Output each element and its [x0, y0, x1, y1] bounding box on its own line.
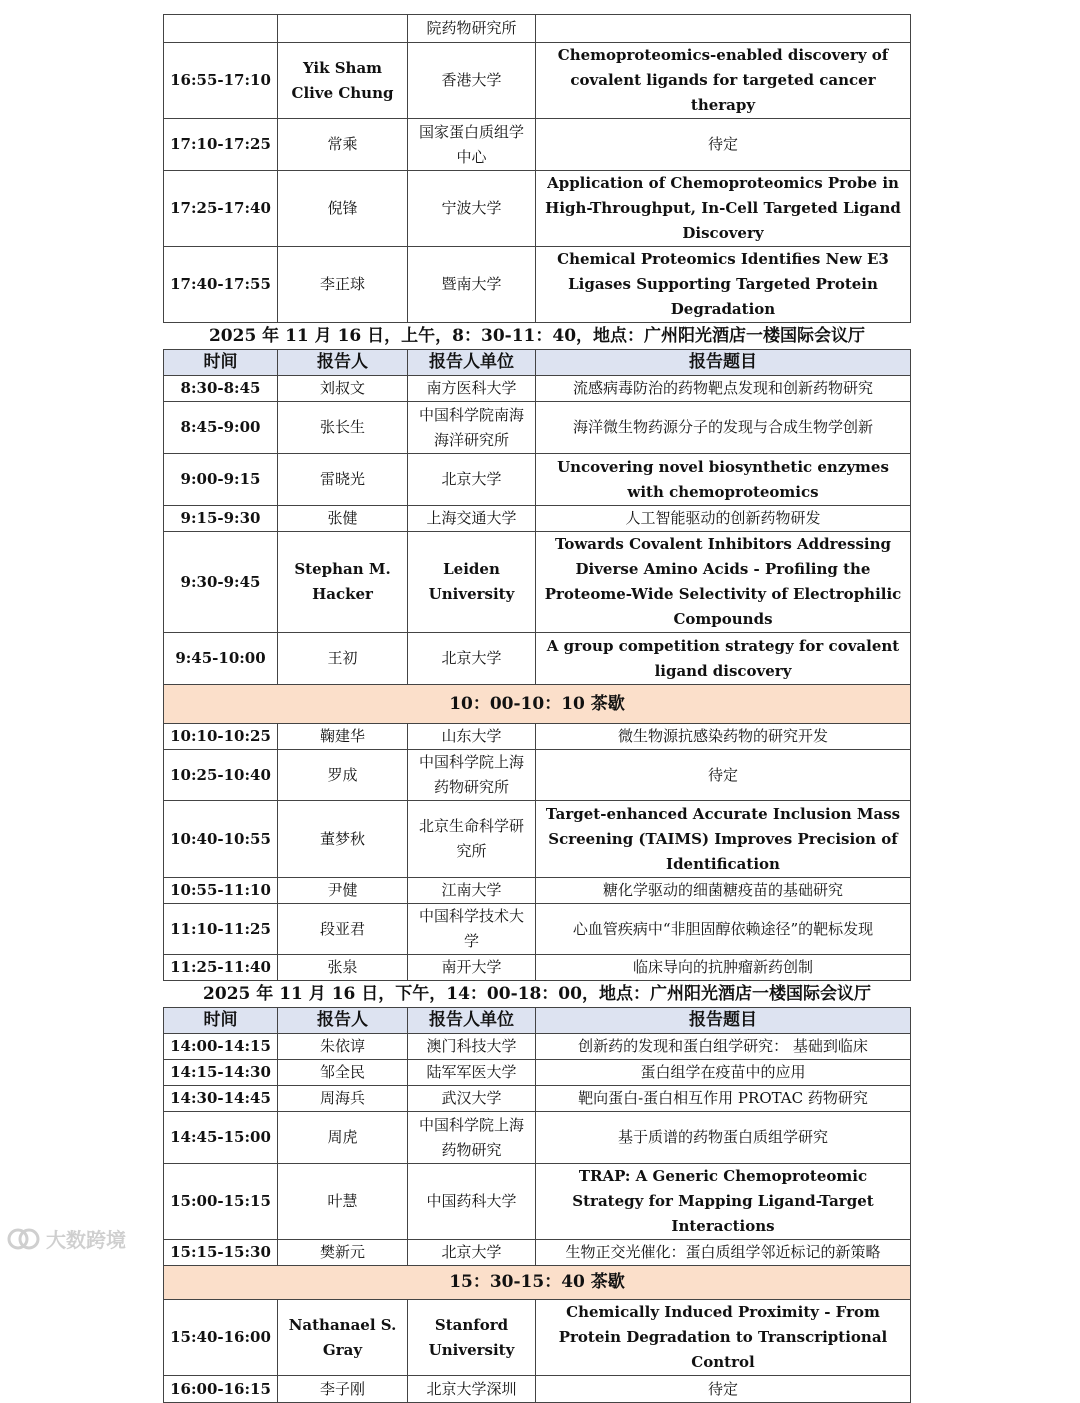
institution-cell: 北京大学	[408, 454, 536, 506]
title-cell: Chemical Proteomics Identifies New E3 Ligases Supporting Targeted Protein Degradation	[536, 247, 911, 323]
title-cell: 微生物源抗感染药物的研究开发	[536, 724, 911, 750]
speaker-cell: 段亚君	[278, 904, 408, 955]
title-cell: 心血管疾病中“非胆固醇依赖途径”的靶标发现	[536, 904, 911, 955]
institution-cell: 中国科学技术大学	[408, 904, 536, 955]
title-cell: Towards Covalent Inhibitors Addressing Diverse Amino Acids - Profiling the Proteome-Wide Selectivity of Electrophilic Compounds	[536, 532, 911, 633]
title-cell: TRAP: A Generic Chemoproteomic Strategy for Mapping Ligand-Target Interactions	[536, 1164, 911, 1240]
title-cell: 创新药的发现和蛋白组学研究： 基础到临床	[536, 1034, 911, 1060]
title-cell: Target-enhanced Accurate Inclusion Mass Screening (TAIMS) Improves Precision of Identification	[536, 801, 911, 878]
institution-cell: 院药物研究所	[408, 15, 536, 43]
title-cell: 待定	[536, 119, 911, 171]
title-cell: 靶向蛋白-蛋白相互作用 PROTAC 药物研究	[536, 1086, 911, 1112]
column-header-title: 报告题目	[536, 350, 911, 376]
brand-logo-icon	[6, 1227, 40, 1251]
institution-cell: 武汉大学	[408, 1086, 536, 1112]
time-cell: 8:30-8:45	[164, 376, 278, 402]
speaker-cell: 鞠建华	[278, 724, 408, 750]
table-row	[164, 724, 911, 750]
table-row	[164, 1376, 911, 1403]
speaker-cell: 董梦秋	[278, 801, 408, 878]
table-row	[164, 454, 911, 506]
table-row	[164, 1240, 911, 1266]
speaker-cell: 张泉	[278, 955, 408, 981]
speaker-cell	[278, 15, 408, 43]
speaker-cell: 尹健	[278, 878, 408, 904]
tea-break-row	[164, 685, 911, 724]
institution-cell: 陆军军医大学	[408, 1060, 536, 1086]
time-cell: 9:30-9:45	[164, 532, 278, 633]
session-heading	[164, 981, 911, 1008]
column-header-institution: 报告人单位	[408, 350, 536, 376]
column-header-speaker: 报告人	[278, 1008, 408, 1034]
title-cell: Chemoproteomics-enabled discovery of covalent ligands for targeted cancer therapy	[536, 43, 911, 119]
institution-cell: 北京大学深圳	[408, 1376, 536, 1403]
speaker-cell: 朱依谆	[278, 1034, 408, 1060]
speaker-cell: 周海兵	[278, 1086, 408, 1112]
table-row	[164, 247, 911, 323]
time-cell: 16:55-17:10	[164, 43, 278, 119]
speaker-cell: 张健	[278, 506, 408, 532]
title-cell	[536, 15, 911, 43]
time-cell: 10:40-10:55	[164, 801, 278, 878]
institution-cell: 北京大学	[408, 1240, 536, 1266]
title-cell: 蛋白组学在疫苗中的应用	[536, 1060, 911, 1086]
institution-cell: 香港大学	[408, 43, 536, 119]
institution-cell: 南方医科大学	[408, 376, 536, 402]
title-cell: 临床导向的抗肿瘤新药创制	[536, 955, 911, 981]
table-row	[164, 171, 911, 247]
column-header-row	[164, 350, 911, 376]
speaker-cell: Nathanael S. Gray	[278, 1300, 408, 1376]
table-row	[164, 750, 911, 801]
column-header-speaker: 报告人	[278, 350, 408, 376]
institution-cell: 北京生命科学研究所	[408, 801, 536, 878]
time-cell	[164, 15, 278, 43]
speaker-cell: 周虎	[278, 1112, 408, 1164]
institution-cell: 北京大学	[408, 633, 536, 685]
title-cell: 人工智能驱动的创新药物研发	[536, 506, 911, 532]
time-cell: 10:55-11:10	[164, 878, 278, 904]
table-row	[164, 15, 911, 43]
time-cell: 17:25-17:40	[164, 171, 278, 247]
column-header-institution: 报告人单位	[408, 1008, 536, 1034]
title-cell: Chemically Induced Proximity - From Protein Degradation to Transcriptional Control	[536, 1300, 911, 1376]
title-cell: 糖化学驱动的细菌糖疫苗的基础研究	[536, 878, 911, 904]
session-heading-text: 2025 年 11 月 16 日，上午，8：30-11：40，地点：广州阳光酒店一楼国际会议厅	[164, 323, 911, 350]
speaker-cell: 罗成	[278, 750, 408, 801]
session-heading	[164, 323, 911, 350]
time-cell: 8:45-9:00	[164, 402, 278, 454]
column-header-row	[164, 1008, 911, 1034]
table-row	[164, 532, 911, 633]
institution-cell: 中国科学院上海药物研究	[408, 1112, 536, 1164]
table-row	[164, 119, 911, 171]
table-row	[164, 1086, 911, 1112]
table-row	[164, 955, 911, 981]
speaker-cell: 邹全民	[278, 1060, 408, 1086]
speaker-cell: 倪锋	[278, 171, 408, 247]
time-cell: 10:25-10:40	[164, 750, 278, 801]
table-row	[164, 801, 911, 878]
speaker-cell: 叶慧	[278, 1164, 408, 1240]
tea-break-label: 15：30-15：40 茶歇	[164, 1266, 911, 1300]
speaker-cell: Stephan M. Hacker	[278, 532, 408, 633]
table-row	[164, 878, 911, 904]
session-heading-text: 2025 年 11 月 16 日，下午，14：00-18：00，地点：广州阳光酒店一楼国际会议厅	[164, 981, 911, 1008]
time-cell: 11:10-11:25	[164, 904, 278, 955]
title-cell: 待定	[536, 750, 911, 801]
column-header-time: 时间	[164, 350, 278, 376]
table-row	[164, 904, 911, 955]
speaker-cell: 雷晓光	[278, 454, 408, 506]
title-cell: 待定	[536, 1376, 911, 1403]
time-cell: 14:15-14:30	[164, 1060, 278, 1086]
speaker-cell: 李正球	[278, 247, 408, 323]
speaker-cell: 李子刚	[278, 1376, 408, 1403]
time-cell: 17:10-17:25	[164, 119, 278, 171]
title-cell: 海洋微生物药源分子的发现与合成生物学创新	[536, 402, 911, 454]
speaker-cell: 刘叔文	[278, 376, 408, 402]
table-row	[164, 633, 911, 685]
time-cell: 14:00-14:15	[164, 1034, 278, 1060]
time-cell: 16:00-16:15	[164, 1376, 278, 1403]
institution-cell: Leiden University	[408, 532, 536, 633]
time-cell: 14:45-15:00	[164, 1112, 278, 1164]
institution-cell: 中国药科大学	[408, 1164, 536, 1240]
title-cell: 流感病毒防治的药物靶点发现和创新药物研究	[536, 376, 911, 402]
institution-cell: 上海交通大学	[408, 506, 536, 532]
table-row	[164, 376, 911, 402]
institution-cell: 宁波大学	[408, 171, 536, 247]
column-header-title: 报告题目	[536, 1008, 911, 1034]
column-header-time: 时间	[164, 1008, 278, 1034]
table-row	[164, 1112, 911, 1164]
institution-cell: 暨南大学	[408, 247, 536, 323]
time-cell: 15:15-15:30	[164, 1240, 278, 1266]
institution-cell: Stanford University	[408, 1300, 536, 1376]
time-cell: 10:10-10:25	[164, 724, 278, 750]
watermark	[6, 1224, 126, 1253]
institution-cell: 江南大学	[408, 878, 536, 904]
speaker-cell: 常乘	[278, 119, 408, 171]
watermark-text: 大数跨境	[46, 1228, 126, 1252]
table-row	[164, 1034, 911, 1060]
speaker-cell: Yik Sham Clive Chung	[278, 43, 408, 119]
title-cell: Application of Chemoproteomics Probe in High-Throughput, In-Cell Targeted Ligand Discovery	[536, 171, 911, 247]
table-row	[164, 1060, 911, 1086]
tea-break-label: 10：00-10：10 茶歇	[164, 685, 911, 724]
institution-cell: 国家蛋白质组学中心	[408, 119, 536, 171]
table-row	[164, 402, 911, 454]
time-cell: 11:25-11:40	[164, 955, 278, 981]
title-cell: Uncovering novel biosynthetic enzymes with chemoproteomics	[536, 454, 911, 506]
table-row	[164, 43, 911, 119]
time-cell: 9:15-9:30	[164, 506, 278, 532]
institution-cell: 澳门科技大学	[408, 1034, 536, 1060]
tea-break-row	[164, 1266, 911, 1300]
title-cell: 生物正交光催化：蛋白质组学邻近标记的新策略	[536, 1240, 911, 1266]
title-cell: A group competition strategy for covalent ligand discovery	[536, 633, 911, 685]
speaker-cell: 樊新元	[278, 1240, 408, 1266]
table-row	[164, 1300, 911, 1376]
institution-cell: 南开大学	[408, 955, 536, 981]
schedule-table	[163, 14, 911, 1403]
table-row	[164, 506, 911, 532]
speaker-cell: 张长生	[278, 402, 408, 454]
institution-cell: 中国科学院上海药物研究所	[408, 750, 536, 801]
time-cell: 14:30-14:45	[164, 1086, 278, 1112]
time-cell: 17:40-17:55	[164, 247, 278, 323]
institution-cell: 山东大学	[408, 724, 536, 750]
table-row	[164, 1164, 911, 1240]
time-cell: 9:00-9:15	[164, 454, 278, 506]
speaker-cell: 王初	[278, 633, 408, 685]
institution-cell: 中国科学院南海海洋研究所	[408, 402, 536, 454]
time-cell: 9:45-10:00	[164, 633, 278, 685]
time-cell: 15:00-15:15	[164, 1164, 278, 1240]
title-cell: 基于质谱的药物蛋白质组学研究	[536, 1112, 911, 1164]
time-cell: 15:40-16:00	[164, 1300, 278, 1376]
